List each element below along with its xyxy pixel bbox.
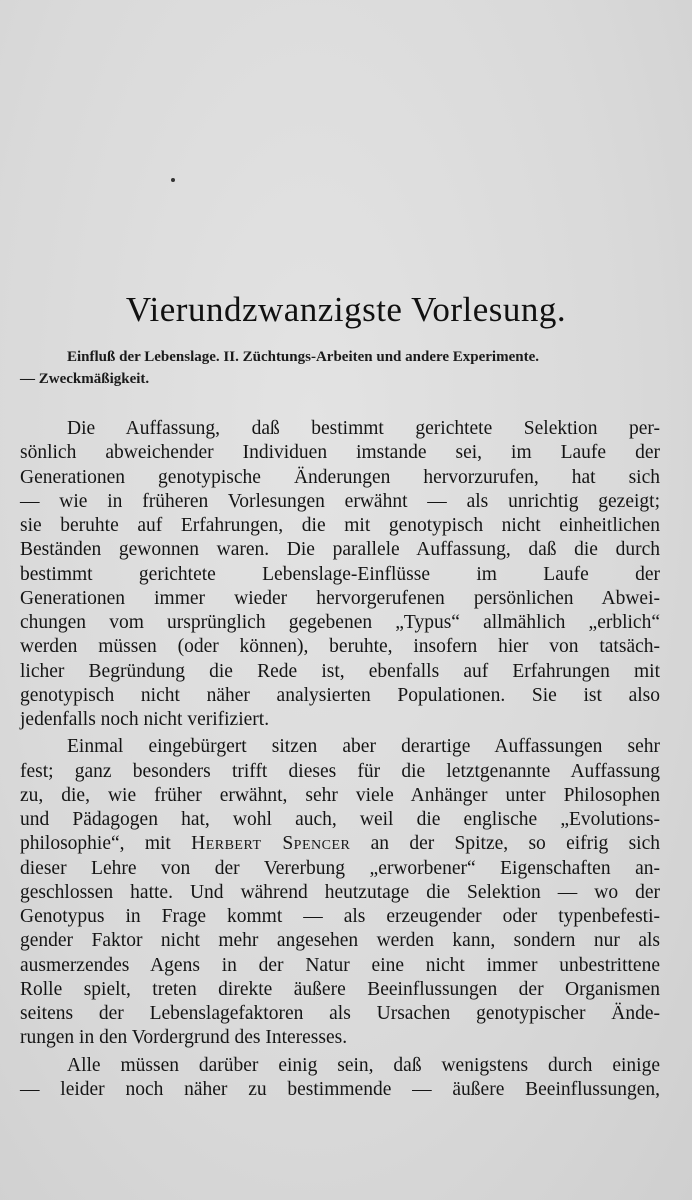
text-line: Alle müssen darüber einig sein, daß wenigstens durch einige: [67, 1054, 660, 1076]
text-line: Generationen genotypische Änderungen hervorzurufen, hat sich: [20, 466, 660, 488]
text-line: jedenfalls noch nicht verifiziert.: [20, 709, 270, 730]
text-line: genotypisch nicht näher analysierten Populationen. Sie ist also: [20, 684, 660, 706]
paragraph-1: [20, 417, 660, 732]
text-line: — wie in früheren Vorlesungen erwähnt — als unrichtig gezeigt;: [20, 490, 660, 512]
text-fragment: an der Spitze, so eifrig sich: [350, 833, 661, 855]
text-line: und Pädagogen hat, wohl auch, weil die englische „Evolutions-: [20, 809, 660, 830]
text-line: — leider noch näher zu bestimmende — äußere Beeinflussungen,: [20, 1078, 660, 1100]
text-line: geschlossen hatte. Und während heutzutage die Selektion — wo der: [20, 881, 660, 903]
lecture-title: Vierundzwanzigste Vorlesung.: [125, 290, 567, 329]
author-name: Herbert Spencer: [191, 833, 351, 855]
text-line: Einmal eingebürgert sitzen aber derartige Auffassungen sehr: [67, 736, 660, 758]
text-line: werden müssen (oder können), beruhte, insofern hier von tatsäch-: [20, 636, 660, 658]
text-line: fest; ganz besonders trifft dieses für die letztgenannte Auffassung: [20, 760, 660, 782]
summary-line-2: — Zweckmäßigkeit.: [20, 371, 150, 387]
ink-speck: [171, 178, 175, 182]
text-line: chungen vom ursprünglich gegebenen „Typus“ allmählich „erblich“: [20, 612, 660, 633]
paragraph-2: [20, 735, 660, 1050]
text-line: zu, die, wie früher erwähnt, sehr viele Anhänger unter Philosophen: [20, 784, 660, 806]
summary-line-1: Einfluß der Lebenslage. II. Züchtungs-Arbeiten und andere Experimente.: [67, 349, 539, 365]
text-line: ausmerzendes Agens in der Natur eine nicht immer unbestrittene: [20, 954, 660, 976]
text-line: gender Faktor nicht mehr angesehen werden kann, sondern nur als: [20, 930, 660, 952]
text-line: sie beruhte auf Erfahrungen, die mit genotypisch nicht einheitlichen: [20, 515, 660, 536]
text-line: Generationen immer wieder hervorgerufenen persönlichen Abwei-: [20, 587, 660, 609]
paragraph-3: [20, 1054, 660, 1103]
text-line: bestimmt gerichtete Lebenslage-Einflüsse im Laufe der: [20, 563, 660, 585]
text-line: Rolle spielt, treten direkte äußere Beeinflussungen der Organismen: [20, 978, 660, 1000]
text-line: Die Auffassung, daß bestimmt gerichtete Selektion per-: [67, 418, 660, 439]
text-line: Beständen gewonnen waren. Die parallele Auffassung, daß die durch: [20, 539, 660, 561]
text-line: dieser Lehre von der Vererbung „erworbener“ Eigenschaften an-: [20, 857, 660, 879]
text-line: seitens der Lebenslagefaktoren als Ursachen genotypischer Ände-: [20, 1003, 660, 1024]
text-line: licher Begründung die Rede ist, ebenfalls auf Erfahrungen mit: [20, 660, 660, 682]
text-fragment: philosophie“, mit: [20, 833, 192, 855]
text-line: sönlich abweichender Individuen imstande sei, im Laufe der: [20, 442, 660, 464]
text-line-with-name: [20, 832, 660, 856]
chapter-summary: [20, 346, 670, 390]
body-text: [20, 417, 660, 1102]
text-line: Genotypus in Frage kommt — als erzeugender oder typenbefesti-: [20, 906, 660, 927]
text-line: rungen in den Vordergrund des Interesses.: [20, 1027, 348, 1049]
